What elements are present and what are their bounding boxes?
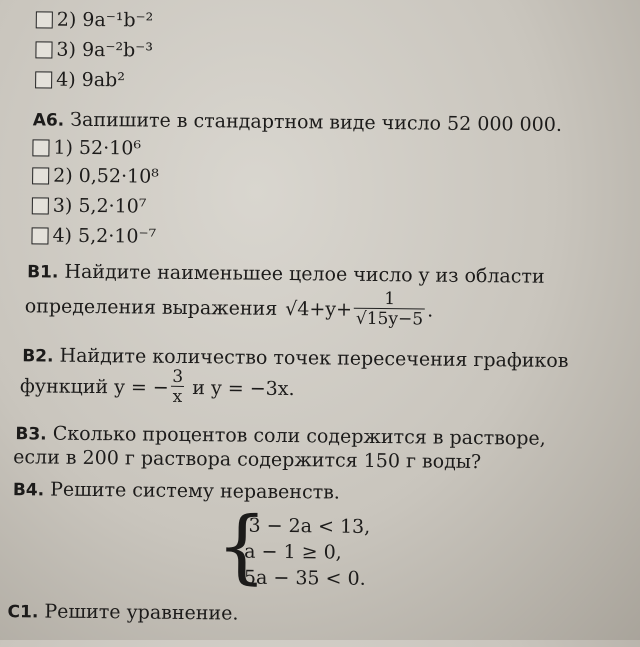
question-text: функций y = − (19, 374, 169, 399)
option-text: 2) 9a⁻¹b⁻² (56, 8, 154, 32)
option-text: 1) 52·10⁶ (53, 136, 142, 160)
b2-question-line2 (20, 366, 295, 408)
b4-inequality-3: 5a − 35 < 0. (243, 566, 366, 590)
b1-question-line1 (27, 260, 545, 287)
option-text: 3) 5,2·10⁷ (52, 194, 147, 218)
a6-option-2[interactable] (32, 164, 159, 187)
question-text: определения выражения (24, 294, 278, 320)
c1-question (7, 600, 238, 624)
a6-question (33, 108, 562, 136)
a6-option-4[interactable] (31, 224, 156, 247)
question-text: Сколько процентов соли содержится в растворе, (52, 422, 546, 450)
question-text: если в 200 г раствора содержится 150 г воды? (13, 446, 482, 474)
checkbox[interactable] (35, 41, 52, 58)
checkbox[interactable] (31, 227, 48, 244)
b3-question-line1 (15, 422, 546, 450)
a5-option-4[interactable] (35, 68, 125, 91)
b4-inequality-1: 3 − 2a < 13, (248, 514, 371, 538)
question-text: Решите уравнение. (44, 600, 239, 625)
a6-option-3[interactable] (32, 194, 147, 217)
fraction-numerator: 1 (384, 289, 396, 310)
question-number: С1. (7, 602, 39, 623)
checkbox[interactable] (32, 197, 49, 214)
fraction (354, 290, 426, 330)
question-text: Запишите в стандартном виде число 52 000 000. (70, 108, 563, 136)
checkbox[interactable] (32, 167, 49, 184)
question-number: В2. (22, 346, 54, 367)
b3-question-line2 (13, 446, 481, 473)
question-text: Решите систему неравенств. (50, 478, 341, 504)
fraction (171, 368, 185, 407)
a5-option-2[interactable] (36, 8, 154, 31)
checkbox[interactable] (32, 139, 49, 156)
b4-question (13, 478, 340, 503)
question-number: В4. (12, 480, 45, 501)
b1-question-line2: определения выражения √4+y+ $\frac{1}{√15y-5}$ . (24, 289, 434, 330)
question-number: В1. (27, 262, 59, 283)
fraction-denominator: x (171, 386, 185, 407)
b4-inequality-2: a − 1 ≥ 0, (244, 540, 342, 564)
a5-option-3[interactable] (35, 38, 153, 61)
question-text: Найдите наименьшее целое число y из области (64, 260, 545, 288)
option-text: 2) 0,52·10⁸ (53, 164, 159, 188)
sqrt-expression: √4+y+ (285, 297, 353, 321)
a6-option-1[interactable] (32, 136, 141, 159)
fraction-denominator: √15y−5 (354, 308, 425, 330)
option-text: 4) 5,2·10⁻⁷ (52, 224, 157, 248)
question-text: и y = −3x. (192, 376, 295, 400)
system-brace: { (215, 499, 268, 593)
question-number: В3. (15, 424, 47, 445)
question-text: Найдите количество точек пересечения графиков (59, 344, 569, 372)
option-text: 3) 9a⁻²b⁻³ (56, 38, 154, 62)
option-text: 4) 9ab² (56, 68, 126, 92)
checkbox[interactable] (36, 11, 53, 28)
checkbox[interactable] (35, 71, 52, 88)
question-number: А6. (32, 110, 65, 131)
fraction-numerator: 3 (172, 366, 184, 387)
